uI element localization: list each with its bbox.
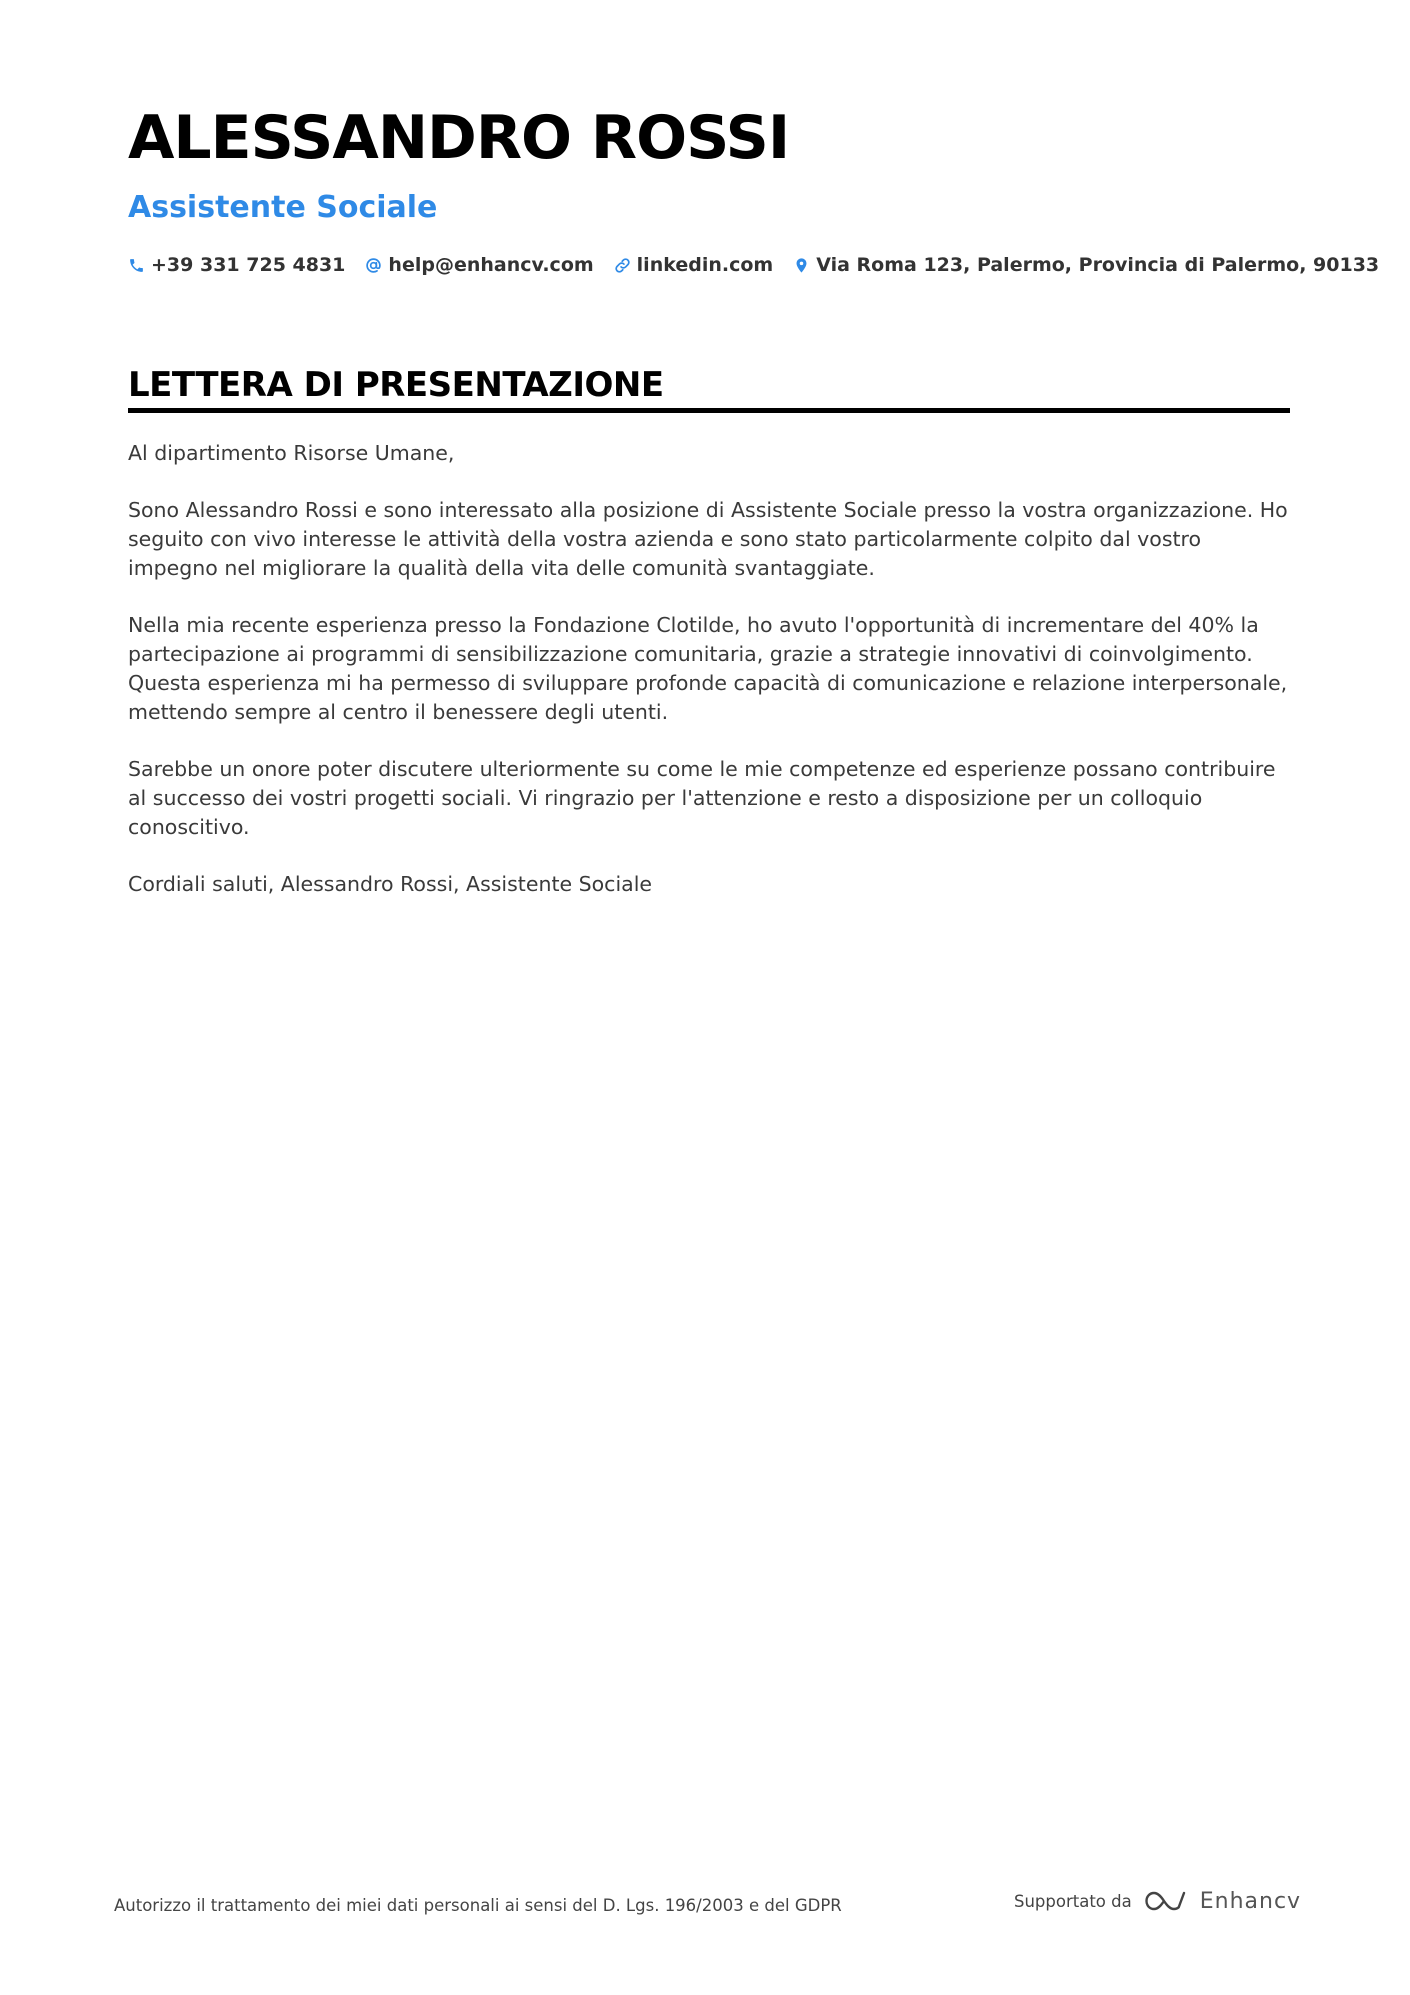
address-text: Via Roma 123, Palermo, Provincia di Palermo, 90133 [816, 254, 1380, 276]
email-text: help@enhancv.com [388, 254, 594, 276]
phone-text: +39 331 725 4831 [151, 254, 346, 276]
consent-notice: Autorizzo il trattamento dei miei dati personali ai sensi del D. Lgs. 196/2003 e del GDPR [114, 1896, 842, 1915]
letter-paragraph-1: Sono Alessandro Rossi e sono interessato alla posizione di Assistente Sociale presso la vostra organizzazione. Ho seguito con vivo interesse le attività della vostra azienda e sono stato particolarmente colpito dal vostro impegno nel migliorare la qualità della vita delle comunità svantaggiate. [128, 498, 1288, 580]
candidate-role: Assistente Sociale [128, 190, 438, 225]
enhancv-logo-icon [1142, 1888, 1188, 1914]
letter-paragraph-2: Nella mia recente esperienza presso la Fondazione Clotilde, ho avuto l'opportunità di incrementare del 40% la partecipazione ai programmi di sensibilizzazione comunitaria, grazie a strategie innovativi di coinvolgimento. Questa esperienza mi ha permesso di sviluppare profonde capacità di comunicazione e relazione interpersonale, mettendo sempre al centro il benessere degli utenti. [128, 613, 1288, 724]
enhancv-brand-name: Enhancv [1199, 1888, 1302, 1914]
phone-icon [128, 257, 145, 274]
linkedin-text: linkedin.com [636, 254, 774, 276]
location-pin-icon [793, 257, 810, 274]
section-title: LETTERA DI PRESENTAZIONE [128, 368, 1290, 413]
contact-email[interactable] [365, 254, 593, 276]
contact-address [793, 254, 1379, 276]
powered-by-label: Supportato da [1014, 1891, 1132, 1911]
letter-body [128, 439, 1290, 927]
contact-bar [128, 254, 1399, 276]
letter-closing: Cordiali saluti, Alessandro Rossi, Assistente Sociale [128, 872, 653, 896]
powered-by[interactable] [1014, 1888, 1301, 1914]
letter-paragraph-3: Sarebbe un onore poter discutere ulteriormente su come le mie competenze ed esperienze possano contribuire al successo dei vostri progetti sociali. Vi ringrazio per l'attenzione e resto a disposizione per un colloquio conoscitivo. [128, 757, 1276, 839]
letter-greeting: Al dipartimento Risorse Umane, [128, 441, 455, 465]
contact-phone [128, 254, 345, 276]
contact-linkedin[interactable] [614, 254, 774, 276]
candidate-name: ALESSANDRO ROSSI [128, 103, 790, 173]
at-icon [365, 257, 382, 274]
link-icon [614, 257, 631, 274]
